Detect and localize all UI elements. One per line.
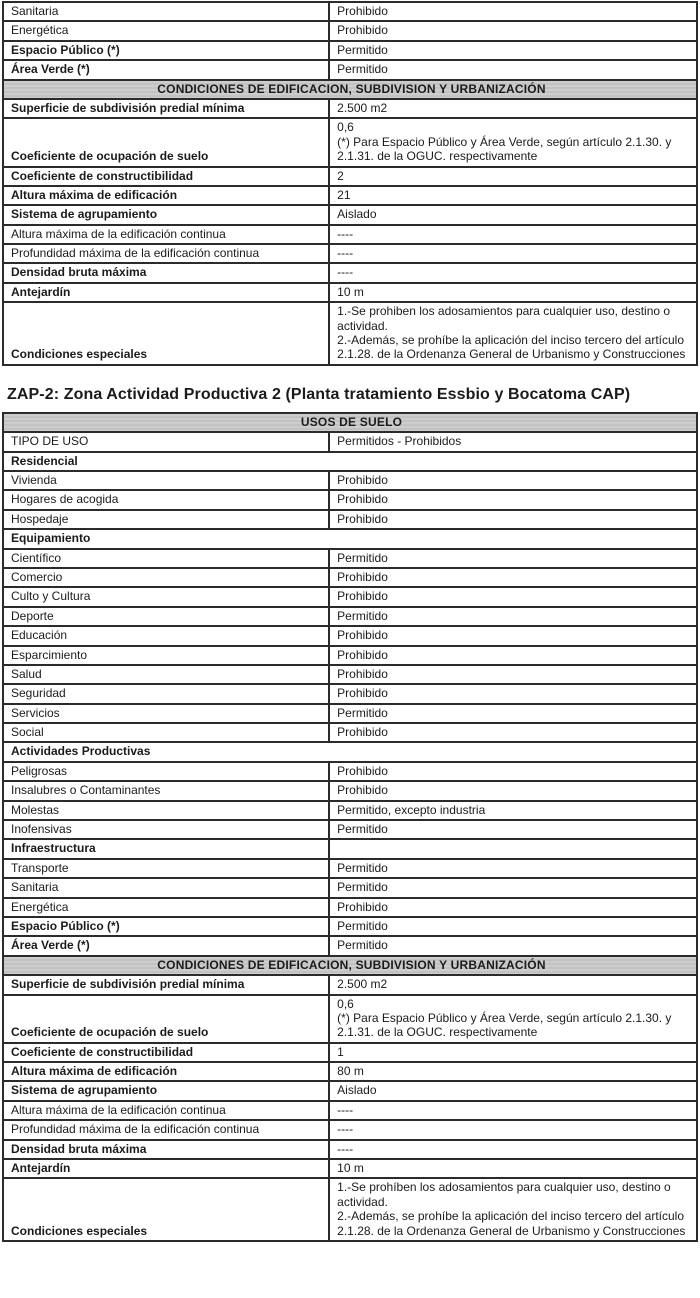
table-row <box>3 898 697 917</box>
zone-title: ZAP-2: Zona Actividad Productiva 2 (Planta tratamiento Essbio y Bocatoma CAP) <box>7 385 631 403</box>
table-row <box>3 452 697 471</box>
row-label: Espacio Público (*) <box>3 41 329 60</box>
row-value-line: ---- <box>337 1102 354 1117</box>
row-label: TIPO DE USO <box>3 432 329 451</box>
table-row <box>3 413 697 432</box>
row-label: Servicios <box>3 704 329 723</box>
zap1-table-continuation <box>2 1 698 366</box>
category-label: Actividades Productivas <box>3 742 697 761</box>
table-row <box>3 263 697 282</box>
row-label: Área Verde (*) <box>3 60 329 79</box>
row-label: Educación <box>3 626 329 645</box>
row-value-line: 0,6 <box>337 120 354 135</box>
row-value-line: Permitido <box>337 42 388 57</box>
table-row <box>3 1159 697 1178</box>
category-label: Residencial <box>3 452 697 471</box>
table-row <box>3 490 697 509</box>
row-value <box>329 263 697 282</box>
table-row <box>3 684 697 703</box>
row-value-line: Prohibido <box>337 23 388 38</box>
row-value-line: Prohibido <box>337 725 388 740</box>
row-value-line: Permitidos - Prohibidos <box>337 434 462 449</box>
row-label: Coeficiente de constructibilidad <box>3 167 329 186</box>
row-value <box>329 510 697 529</box>
row-value-line: Aislado <box>337 207 377 222</box>
row-value <box>329 646 697 665</box>
table-row <box>3 1101 697 1120</box>
table-row <box>3 1081 697 1100</box>
table-row <box>3 432 697 451</box>
row-value-line: 21 <box>337 187 351 202</box>
row-value <box>329 118 697 166</box>
table-row <box>3 626 697 645</box>
row-value-line: ---- <box>337 1141 354 1156</box>
row-label: Científico <box>3 549 329 568</box>
row-label: Molestas <box>3 801 329 820</box>
row-label: Sanitaria <box>3 878 329 897</box>
row-value <box>329 60 697 79</box>
table-row <box>3 21 697 40</box>
row-value <box>329 781 697 800</box>
row-value <box>329 684 697 703</box>
table-row <box>3 1043 697 1062</box>
row-value <box>329 1120 697 1139</box>
row-label: Peligrosas <box>3 762 329 781</box>
row-value-line: Permitido <box>337 822 388 837</box>
row-label: Condiciones especiales <box>3 1178 329 1241</box>
row-value-line: Permitido <box>337 550 388 565</box>
row-label: Hogares de acogida <box>3 490 329 509</box>
row-label: Hospedaje <box>3 510 329 529</box>
row-value-line: Permitido <box>337 860 388 875</box>
row-value-line: 2.500 m2 <box>337 100 388 115</box>
row-value-line: Permitido <box>337 705 388 720</box>
row-label: Deporte <box>3 607 329 626</box>
row-value-line: 10 m <box>337 1161 364 1176</box>
table-row <box>3 781 697 800</box>
row-value <box>329 1140 697 1159</box>
section-header: USOS DE SUELO <box>3 413 697 432</box>
table-row <box>3 80 697 99</box>
table-row <box>3 820 697 839</box>
row-value-line: 10 m <box>337 284 364 299</box>
table-row <box>3 956 697 975</box>
table-row <box>3 302 697 365</box>
row-value <box>329 21 697 40</box>
row-value-line: Permitido <box>337 938 388 953</box>
row-value-line: Prohibido <box>337 763 388 778</box>
table-row <box>3 283 697 302</box>
table-row <box>3 646 697 665</box>
row-label: Culto y Cultura <box>3 587 329 606</box>
row-value <box>329 762 697 781</box>
row-value-line: Prohibido <box>337 899 388 914</box>
row-value <box>329 607 697 626</box>
table-row <box>3 704 697 723</box>
row-label: Energética <box>3 898 329 917</box>
row-value-line: 2 <box>337 168 344 183</box>
row-value-line: 1 <box>337 1044 344 1059</box>
row-value-line: Prohibido <box>337 589 388 604</box>
row-label: Infraestructura <box>3 839 329 858</box>
row-value <box>329 917 697 936</box>
table-row <box>3 225 697 244</box>
table-row <box>3 936 697 955</box>
row-value-line: 0,6 <box>337 996 354 1011</box>
section-header: CONDICIONES DE EDIFICACION, SUBDIVISION Y URBANIZACIÓN <box>3 80 697 99</box>
section-header: CONDICIONES DE EDIFICACION, SUBDIVISION Y URBANIZACIÓN <box>3 956 697 975</box>
row-label: Área Verde (*) <box>3 936 329 955</box>
table-row <box>3 510 697 529</box>
row-value <box>329 2 697 21</box>
row-label: Altura máxima de la edificación continua <box>3 225 329 244</box>
table-row <box>3 975 697 994</box>
row-value <box>329 587 697 606</box>
table-row <box>3 587 697 606</box>
table-row <box>3 723 697 742</box>
table-row <box>3 742 697 761</box>
row-label: Coeficiente de ocupación de suelo <box>3 995 329 1043</box>
row-value <box>329 568 697 587</box>
row-value <box>329 801 697 820</box>
row-label: Altura máxima de edificación <box>3 1062 329 1081</box>
row-value-line: ---- <box>337 246 354 261</box>
row-label: Vivienda <box>3 471 329 490</box>
row-value-line: 1.-Se prohíben los adosamientos para cualquier uso, destino o actividad. <box>337 1180 671 1209</box>
row-value-line: Permitido <box>337 880 388 895</box>
table-row <box>3 205 697 224</box>
table-row <box>3 762 697 781</box>
row-label: Altura máxima de edificación <box>3 186 329 205</box>
row-value <box>329 898 697 917</box>
row-value <box>329 859 697 878</box>
row-value-line: 1.-Se prohiben los adosamientos para cualquier uso, destino o actividad. <box>337 304 671 333</box>
row-value <box>329 820 697 839</box>
row-value-line: Permitido <box>337 918 388 933</box>
row-value-line: Aislado <box>337 1083 377 1098</box>
table-row <box>3 529 697 548</box>
row-value <box>329 1081 697 1100</box>
row-value <box>329 41 697 60</box>
row-value-line: (*) Para Espacio Público y Área Verde, según artículo 2.1.30. y 2.1.31. de la OGUC. respectivamente <box>337 134 672 164</box>
row-label: Esparcimiento <box>3 646 329 665</box>
table-row <box>3 607 697 626</box>
row-value-line: Prohibido <box>337 647 388 662</box>
row-value <box>329 302 697 365</box>
row-label: Seguridad <box>3 684 329 703</box>
table-row <box>3 917 697 936</box>
row-label: Condiciones especiales <box>3 302 329 365</box>
row-label: Superficie de subdivisión predial mínima <box>3 99 329 118</box>
row-value <box>329 225 697 244</box>
row-value <box>329 471 697 490</box>
row-value <box>329 1043 697 1062</box>
row-label: Insalubres o Contaminantes <box>3 781 329 800</box>
row-label: Salud <box>3 665 329 684</box>
table-row <box>3 244 697 263</box>
row-value-line: Prohibido <box>337 783 388 798</box>
row-label: Social <box>3 723 329 742</box>
row-value <box>329 549 697 568</box>
row-label: Profundidad máxima de la edificación continua <box>3 244 329 263</box>
table-row <box>3 1120 697 1139</box>
zap2-table <box>2 412 698 1242</box>
row-label: Sistema de agrupamiento <box>3 205 329 224</box>
row-label: Antejardín <box>3 1159 329 1178</box>
row-value <box>329 936 697 955</box>
row-label: Espacio Público (*) <box>3 917 329 936</box>
row-value-line: ---- <box>337 226 354 241</box>
row-value-line: Prohibido <box>337 472 388 487</box>
table-row <box>3 41 697 60</box>
row-value-line: (*) Para Espacio Público y Área Verde, según artículo 2.1.30. y 2.1.31. de la OGUC. respectivamente <box>337 1010 672 1040</box>
table-row <box>3 995 697 1043</box>
category-label: Equipamiento <box>3 529 697 548</box>
row-value <box>329 490 697 509</box>
row-value <box>329 839 697 858</box>
row-label: Altura máxima de la edificación continua <box>3 1101 329 1120</box>
row-label: Comercio <box>3 568 329 587</box>
row-value-line: Prohibido <box>337 569 388 584</box>
row-value <box>329 626 697 645</box>
row-value-line: Prohibido <box>337 511 388 526</box>
row-value <box>329 283 697 302</box>
row-value-line: ---- <box>337 1122 354 1137</box>
row-value <box>329 995 697 1043</box>
row-label: Sistema de agrupamiento <box>3 1081 329 1100</box>
row-value-line: Prohibido <box>337 686 388 701</box>
row-label: Sanitaria <box>3 2 329 21</box>
table-row <box>3 665 697 684</box>
row-label: Densidad bruta máxima <box>3 1140 329 1159</box>
row-value <box>329 167 697 186</box>
row-value <box>329 723 697 742</box>
row-value <box>329 878 697 897</box>
row-value-line: 80 m <box>337 1064 364 1079</box>
row-value <box>329 704 697 723</box>
table-row <box>3 859 697 878</box>
table-row <box>3 1140 697 1159</box>
row-value-line: Prohibido <box>337 4 388 18</box>
row-value-line: 2.-Además, se prohíbe la aplicación del inciso tercero del artículo 2.1.28. de la Ordenanza General de Urbanismo y Construcciones <box>337 333 686 362</box>
table-row <box>3 99 697 118</box>
row-value <box>329 432 697 451</box>
table-row <box>3 118 697 166</box>
row-label: Antejardín <box>3 283 329 302</box>
row-value <box>329 186 697 205</box>
table-row <box>3 471 697 490</box>
row-value-line: 2.-Además, se prohíbe la aplicación del inciso tercero del artículo 2.1.28. de la Ordenanza General de Urbanismo y Construcciones <box>337 1209 686 1238</box>
row-label: Coeficiente de constructibilidad <box>3 1043 329 1062</box>
row-value-line: ---- <box>337 265 354 280</box>
row-value-line: Prohibido <box>337 628 388 643</box>
row-value-line: Permitido <box>337 608 388 623</box>
row-value <box>329 99 697 118</box>
row-value <box>329 1101 697 1120</box>
row-label: Densidad bruta máxima <box>3 263 329 282</box>
row-label: Transporte <box>3 859 329 878</box>
table-row <box>3 1178 697 1241</box>
row-value-line: Permitido <box>337 62 388 77</box>
row-label: Profundidad máxima de la edificación continua <box>3 1120 329 1139</box>
row-value <box>329 665 697 684</box>
row-value <box>329 205 697 224</box>
row-label: Energética <box>3 21 329 40</box>
table-row <box>3 1062 697 1081</box>
table-row <box>3 839 697 858</box>
row-value-line: 2.500 m2 <box>337 977 388 992</box>
table-row <box>3 167 697 186</box>
row-label: Superficie de subdivisión predial mínima <box>3 975 329 994</box>
row-value <box>329 244 697 263</box>
row-value <box>329 1062 697 1081</box>
table-row <box>3 878 697 897</box>
table-row <box>3 2 697 21</box>
row-value-line: Prohibido <box>337 492 388 507</box>
table-row <box>3 60 697 79</box>
row-value-line: Permitido, excepto industria <box>337 802 486 817</box>
row-value <box>329 1178 697 1241</box>
row-label: Inofensivas <box>3 820 329 839</box>
row-value <box>329 975 697 994</box>
table-row <box>3 568 697 587</box>
table-row <box>3 549 697 568</box>
row-value <box>329 1159 697 1178</box>
table-row <box>3 186 697 205</box>
table-row <box>3 801 697 820</box>
row-label: Coeficiente de ocupación de suelo <box>3 118 329 166</box>
row-value-line: Prohibido <box>337 666 388 681</box>
